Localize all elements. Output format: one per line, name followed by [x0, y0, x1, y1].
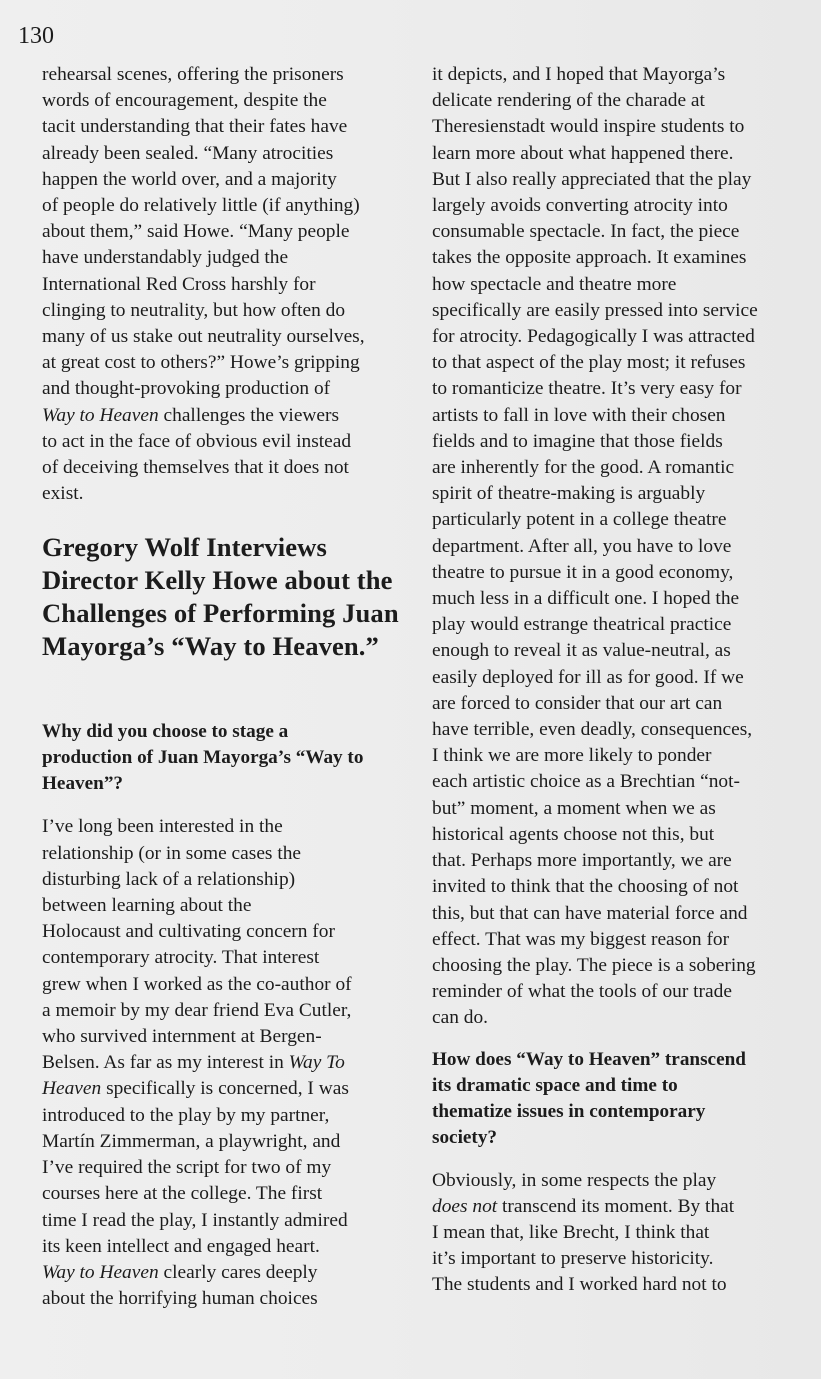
text-line: specifically are easily pressed into service: [432, 299, 758, 321]
play-title-italic: Way to Heaven: [42, 1261, 159, 1283]
text-line: words of encouragement, despite the: [42, 90, 327, 112]
text-line: its keen intellect and engaged heart.: [42, 1235, 320, 1257]
text-line: [42, 1050, 410, 1076]
text-line: about the horrifying human choices: [42, 1288, 318, 1310]
text-line: consumable spectacle. In fact, the piece: [432, 221, 740, 243]
text-line: fields and to imagine that those fields: [432, 430, 723, 452]
page-number: 130: [18, 23, 54, 49]
text-line: [432, 1194, 804, 1220]
text-line: that. Perhaps more importantly, we are: [432, 850, 732, 872]
text-line: I’ve long been interested in the: [42, 816, 283, 838]
text-line: to romanticize theatre. It’s very easy for: [432, 378, 742, 400]
text-line: particularly potent in a college theatre: [432, 509, 727, 531]
question-line: its dramatic space and time to: [432, 1074, 678, 1096]
text-line: already been sealed. “Many atrocities: [42, 142, 334, 164]
text-line: spirit of theatre-making is arguably: [432, 483, 706, 505]
text-line: International Red Cross harshly for: [42, 273, 316, 295]
text-line: takes the opposite approach. It examines: [432, 247, 747, 269]
text-line: this, but that can have material force and: [432, 902, 748, 924]
text-fragment: clearly cares deeply: [158, 1261, 318, 1283]
text-line: happen the world over, and a majority: [42, 168, 337, 190]
text-line: delicate rendering of the charade at: [432, 90, 705, 112]
heading-line: Challenges of Performing Juan: [42, 598, 399, 629]
question-line: How does “Way to Heaven” transcend: [432, 1048, 746, 1070]
text-line: how spectacle and theatre more: [432, 273, 677, 295]
text-line: Theresienstadt would inspire students to: [432, 116, 745, 138]
text-line: about them,” said Howe. “Many people: [42, 221, 350, 243]
text-line: Holocaust and cultivating concern for: [42, 921, 335, 943]
text-line: reminder of what the tools of our trade: [432, 981, 732, 1003]
text-line: a memoir by my dear friend Eva Cutler,: [42, 999, 352, 1021]
text-line: The students and I worked hard not to: [432, 1274, 727, 1296]
text-line: courses here at the college. The first: [42, 1183, 323, 1205]
text-line: But I also really appreciated that the play: [432, 168, 752, 190]
text-line: learn more about what happened there.: [432, 142, 734, 164]
text-line: introduced to the play by my partner,: [42, 1104, 330, 1126]
play-title-italic: Way To: [288, 1052, 345, 1074]
text-line: tacit understanding that their fates have: [42, 116, 348, 138]
text-line: enough to reveal it as value-neutral, as: [432, 640, 731, 662]
text-line: can do.: [432, 1007, 488, 1029]
text-line: it depicts, and I hoped that Mayorga’s: [432, 64, 726, 85]
left-column: [42, 62, 410, 1312]
interview-answer-1-continued: [432, 62, 804, 1032]
play-title-italic: Way to Heaven: [42, 404, 159, 426]
text-line: and thought-provoking production of: [42, 378, 331, 400]
text-fragment: specifically is concerned, I was: [101, 1078, 349, 1100]
text-line: clinging to neutrality, but how often do: [42, 299, 346, 321]
text-line: [42, 403, 410, 429]
text-line: I’ve required the script for two of my: [42, 1157, 332, 1179]
text-fragment: transcend its moment. By that: [497, 1195, 735, 1217]
text-line: of deceiving themselves that it does not: [42, 457, 349, 479]
interview-question-1: [42, 719, 410, 797]
text-line: relationship (or in some cases the: [42, 842, 302, 864]
text-line: I think we are more likely to ponder: [432, 745, 712, 767]
text-line: much less in a difficult one. I hoped the: [432, 588, 740, 610]
text-line: for atrocity. Pedagogically I was attracted: [432, 326, 755, 348]
text-line: historical agents choose not this, but: [432, 823, 715, 845]
text-line: [42, 1260, 410, 1286]
text-fragment: challenges the viewers: [158, 404, 340, 426]
text-line: effect. That was my biggest reason for: [432, 928, 730, 950]
text-line: largely avoids converting atrocity into: [432, 195, 728, 217]
text-line: department. After all, you have to love: [432, 535, 732, 557]
text-line: rehearsal scenes, offering the prisoners: [42, 64, 344, 85]
text-line: to that aspect of the play most; it refuses: [432, 352, 746, 374]
right-column: [432, 62, 804, 1299]
interview-question-2: [432, 1047, 804, 1151]
text-line: to act in the face of obvious evil instead: [42, 430, 352, 452]
text-line: at great cost to others?” Howe’s gripping: [42, 352, 360, 374]
text-fragment: Belsen. As far as my interest in: [42, 1052, 289, 1074]
question-line: production of Juan Mayorga’s “Way to: [42, 747, 364, 769]
heading-line: Director Kelly Howe about the: [42, 565, 393, 596]
text-line: contemporary atrocity. That interest: [42, 947, 320, 969]
text-line: Martín Zimmerman, a playwright, and: [42, 1130, 341, 1152]
play-title-italic: Heaven: [42, 1078, 102, 1100]
question-line: Why did you choose to stage a: [42, 721, 289, 743]
text-line: are forced to consider that our art can: [432, 692, 723, 714]
text-line: I mean that, like Brecht, I think that: [432, 1221, 710, 1243]
text-line: who survived internment at Bergen-: [42, 1026, 322, 1048]
text-line: theatre to pursue it in a good economy,: [432, 561, 734, 583]
text-line: are inherently for the good. A romantic: [432, 457, 735, 479]
text-line: have terrible, even deadly, consequences,: [432, 719, 753, 741]
text-line: many of us stake out neutrality ourselves,: [42, 326, 365, 348]
text-line: invited to think that the choosing of not: [432, 876, 739, 898]
question-line: society?: [432, 1126, 498, 1148]
text-line: of people do relatively little (if anything): [42, 195, 360, 217]
text-line: each artistic choice as a Brechtian “not-: [432, 771, 740, 793]
text-line: grew when I worked as the co-author of: [42, 973, 352, 995]
article-heading: [42, 531, 410, 663]
text-line: artists to fall in love with their chosen: [432, 404, 726, 426]
question-line: thematize issues in contemporary: [432, 1100, 706, 1122]
interview-answer-2: [432, 1168, 804, 1299]
text-line: play would estrange theatrical practice: [432, 614, 732, 636]
text-line: have understandably judged the: [42, 247, 289, 269]
text-line: choosing the play. The piece is a sobering: [432, 954, 756, 976]
heading-line: Mayorga’s “Way to Heaven.”: [42, 631, 379, 662]
intro-paragraph: [42, 62, 410, 507]
text-line: easily deployed for ill as for good. If we: [432, 666, 744, 688]
text-line: exist.: [42, 483, 84, 505]
text-line: between learning about the: [42, 895, 252, 917]
question-line: Heaven”?: [42, 773, 124, 795]
text-line: time I read the play, I instantly admired: [42, 1209, 348, 1231]
text-line: disturbing lack of a relationship): [42, 868, 296, 890]
text-line: [42, 1076, 410, 1102]
text-line: Obviously, in some respects the play: [432, 1169, 717, 1191]
emphasis-italic: does not: [432, 1195, 498, 1217]
heading-line: Gregory Wolf Interviews: [42, 532, 327, 563]
interview-answer-1: [42, 814, 410, 1312]
text-line: it’s important to preserve historicity.: [432, 1248, 714, 1270]
text-line: but” moment, a moment when we as: [432, 797, 716, 819]
